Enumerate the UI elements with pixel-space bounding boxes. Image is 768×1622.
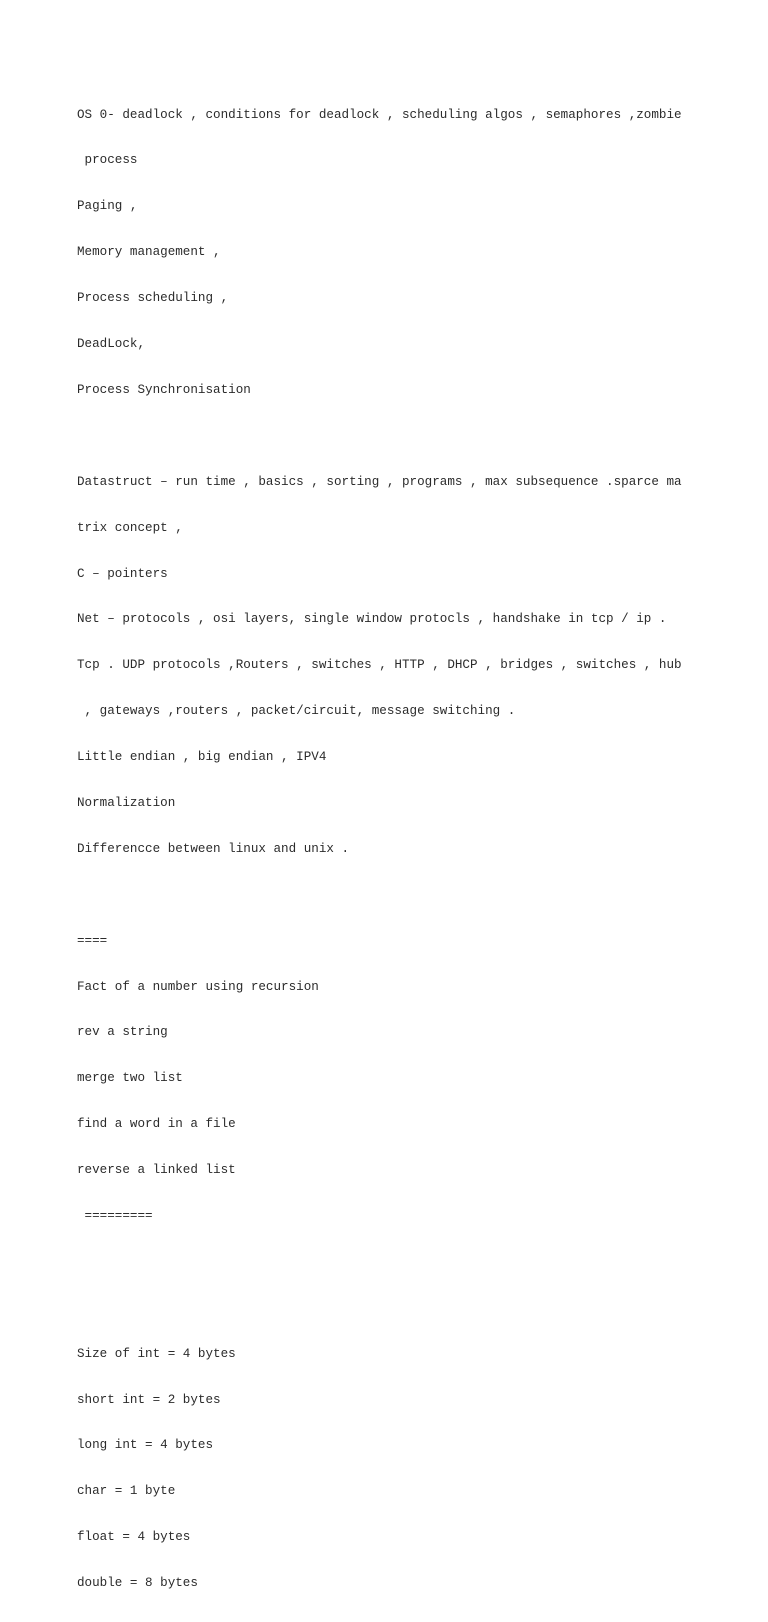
text-line: Memory management , [77, 245, 221, 260]
text-line: Paging , [77, 199, 138, 214]
text-line: Tcp . UDP protocols ,Routers , switches , HTTP , DHCP , bridges , switches , hub [77, 658, 682, 673]
blank-line [77, 1255, 717, 1270]
text-line: rev a string [77, 1025, 168, 1040]
text-line: float = 4 bytes [77, 1530, 191, 1545]
text-line: C – pointers [77, 566, 168, 581]
document-text [77, 77, 717, 1622]
text-line: Datastruct – run time , basics , sorting , programs , max subsequence .sparce ma [77, 474, 682, 489]
text-line: Process Synchronisation [77, 382, 251, 397]
text-line: OS 0- deadlock , conditions for deadlock , scheduling algos , semaphores ,zombie [77, 107, 682, 122]
text-line: merge two list [77, 1071, 183, 1086]
separator-line: ==== [77, 933, 108, 948]
text-line: Size of int = 4 bytes [77, 1346, 236, 1361]
text-line: Normalization [77, 795, 176, 810]
text-line: DeadLock, [77, 337, 146, 352]
text-line: char = 1 byte [77, 1484, 176, 1499]
text-line: Net – protocols , osi layers, single window protocls , handshake in tcp / ip . [77, 612, 667, 627]
blank-line [77, 1301, 717, 1316]
text-line: trix concept , [77, 520, 183, 535]
separator-line: ========= [77, 1208, 153, 1223]
blank-line [77, 429, 717, 444]
text-line: long int = 4 bytes [77, 1438, 214, 1453]
text-line: reverse a linked list [77, 1163, 236, 1178]
text-line: process [77, 153, 138, 168]
text-line: short int = 2 bytes [77, 1392, 221, 1407]
text-line: Little endian , big endian , IPV4 [77, 750, 327, 765]
text-line: double = 8 bytes [77, 1576, 198, 1591]
text-line: Fact of a number using recursion [77, 979, 319, 994]
text-line: find a word in a file [77, 1117, 236, 1132]
text-line: , gateways ,routers , packet/circuit, message switching . [77, 704, 516, 719]
text-line: Process scheduling , [77, 291, 229, 306]
blank-line [77, 888, 717, 903]
text-line: Differencce between linux and unix . [77, 841, 350, 856]
